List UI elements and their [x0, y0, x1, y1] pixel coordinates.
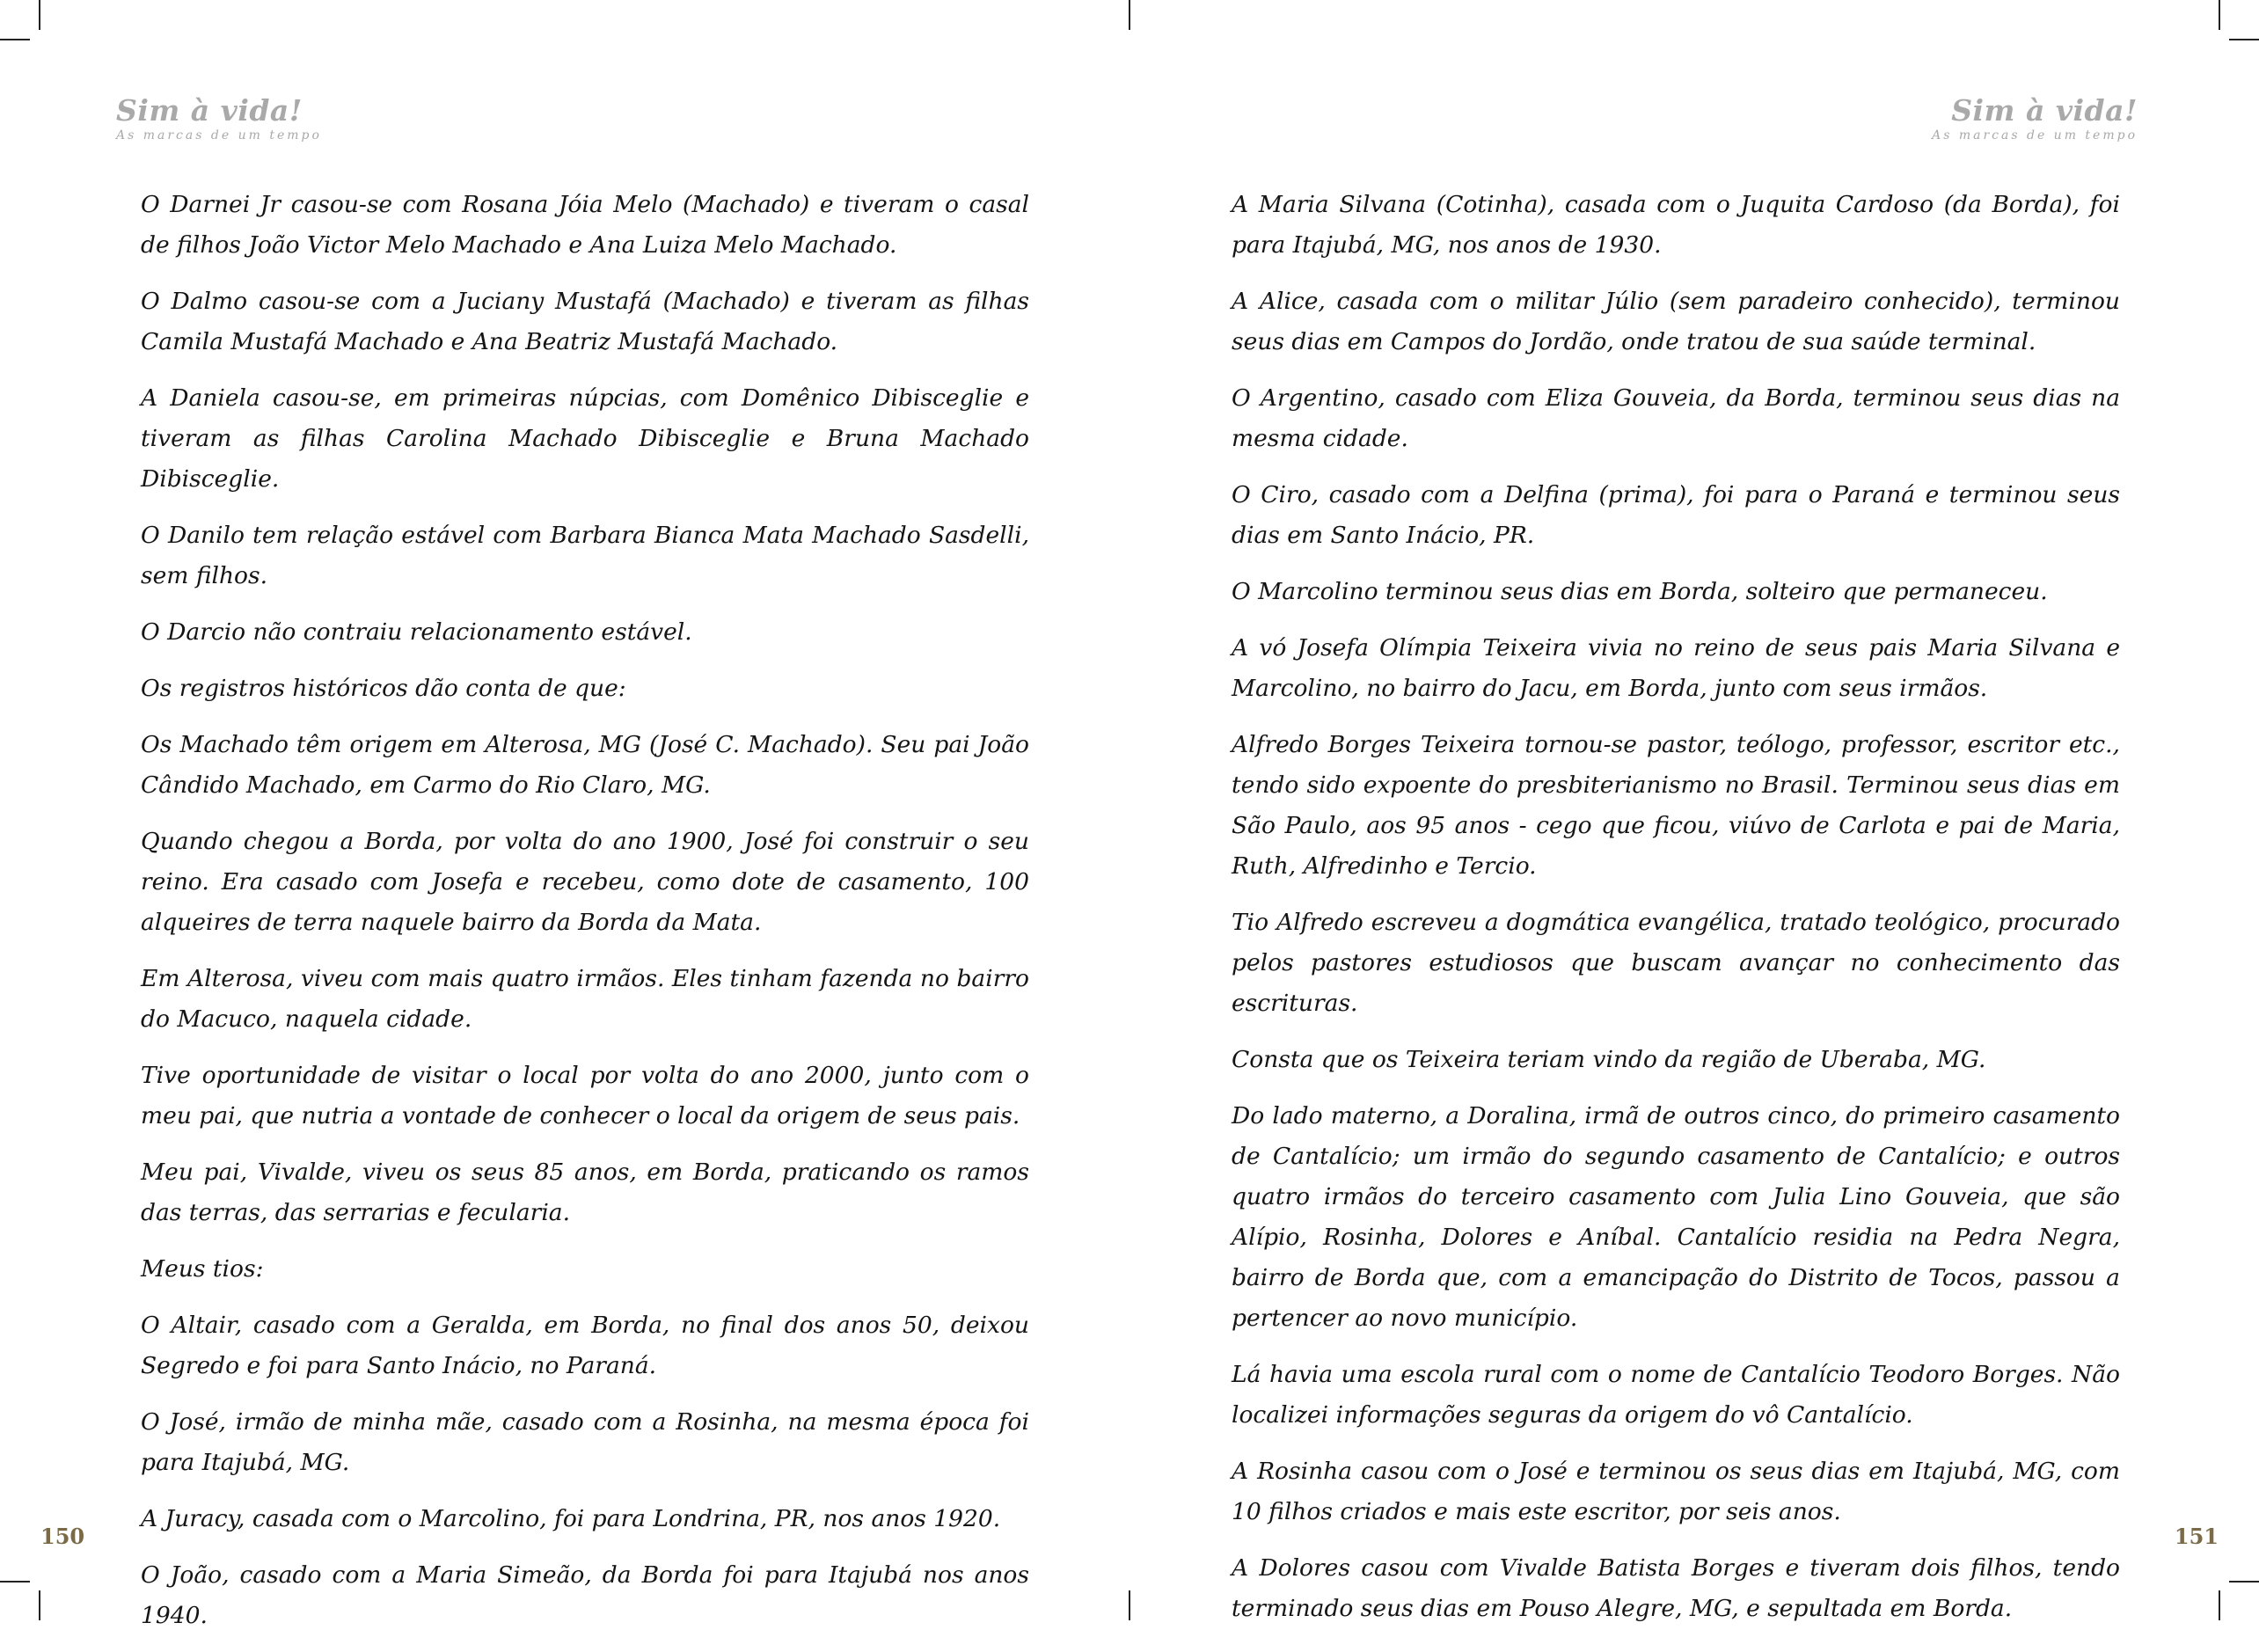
paragraph: Tio Alfredo escreveu a dogmática evangélica, tratado teológico, procurado pelos pastores estudiosos que buscam avançar no conhecimento das escrituras.: [1232, 909, 2120, 1017]
paragraph: A Daniela casou-se, em primeiras núpcias, com Domênico Dibisceglie e tiveram as filhas Carolina Machado Dibisceglie e Bruna Machado Dibisceglie.: [141, 384, 1029, 493]
running-head: [116, 95, 322, 143]
paragraph: Quando chegou a Borda, por volta do ano 1900, José foi construir o seu reino. Era casado com Josefa e recebeu, como dote de casamento, 100 alqueires de terra naquele bairro da Borda da Mata.: [141, 828, 1029, 936]
running-head: [1932, 95, 2138, 143]
paragraph: O Ciro, casado com a Delfina (prima), foi para o Paraná e terminou seus dias em Santo Inácio, PR.: [1232, 481, 2120, 549]
paragraph: O José, irmão de minha mãe, casado com a Rosinha, na mesma época foi para Itajubá, MG.: [141, 1408, 1029, 1476]
paragraph: Os Machado têm origem em Alterosa, MG (José C. Machado). Seu pai João Cândido Machado, em Carmo do Rio Claro, MG.: [141, 731, 1029, 799]
book-title: Sim à vida!: [1951, 93, 2138, 128]
paragraph: Tive oportunidade de visitar o local por volta do ano 2000, junto com o meu pai, que nutria a vontade de conhecer o local da origem de seus pais.: [141, 1062, 1029, 1129]
paragraph: O Altair, casado com a Geralda, em Borda, no final dos anos 50, deixou Segredo e foi para Santo Inácio, no Paraná.: [141, 1312, 1029, 1379]
paragraph: O Darnei Jr casou-se com Rosana Jóia Melo (Machado) e tiveram o casal de filhos João Victor Melo Machado e Ana Luiza Melo Machado.: [141, 191, 1029, 259]
paragraph: A Juracy, casada com o Marcolino, foi para Londrina, PR, nos anos 1920.: [141, 1505, 1001, 1532]
paragraph: O Marcolino terminou seus dias em Borda, solteiro que permaneceu.: [1232, 578, 2048, 605]
paragraph: Consta que os Teixeira teriam vindo da região de Uberaba, MG.: [1232, 1046, 1986, 1073]
right-page: [1130, 0, 2259, 1620]
paragraph: A vó Josefa Olímpia Teixeira vivia no reino de seus pais Maria Silvana e Marcolino, no bairro do Jacu, em Borda, junto com seus irmãos.: [1232, 634, 2120, 702]
left-page: [0, 0, 1130, 1629]
paragraph: Alfredo Borges Teixeira tornou-se pastor, teólogo, professor, escritor etc., tendo sido expoente do presbiterianismo no Brasil. Terminou seus dias em São Paulo, aos 95 anos - cego que ficou, viúvo de Carlota e pai de Maria, Ruth, Alfredinho e Tercio.: [1232, 731, 2120, 880]
paragraph: Em Alterosa, viveu com mais quatro irmãos. Eles tinham fazenda no bairro do Macuco, naquela cidade.: [141, 965, 1029, 1033]
page-body: [1232, 185, 2120, 1645]
paragraph: A Maria Silvana (Cotinha), casada com o Juquita Cardoso (da Borda), foi para Itajubá, MG, nos anos de 1930.: [1232, 191, 2120, 259]
paragraph: A Rosinha casou com o José e terminou os seus dias em Itajubá, MG, com 10 filhos criados e mais este escritor, por seis anos.: [1232, 1458, 2120, 1525]
book-subtitle: As marcas de um tempo: [116, 128, 322, 143]
paragraph: Os registros históricos dão conta de que:: [141, 675, 626, 702]
page-number: 151: [2174, 1524, 2219, 1549]
paragraph: O João, casado com a Maria Simeão, da Borda foi para Itajubá nos anos 1940.: [141, 1561, 1029, 1629]
paragraph: O Dalmo casou-se com a Juciany Mustafá (Machado) e tiveram as filhas Camila Mustafá Machado e Ana Beatriz Mustafá Machado.: [141, 288, 1029, 355]
paragraph: Meus tios:: [141, 1255, 264, 1283]
page-body: [141, 185, 1029, 1652]
page-number: 150: [40, 1524, 85, 1549]
paragraph: A Dolores casou com Vivalde Batista Borges e tiveram dois filhos, tendo terminado seus dias em Pouso Alegre, MG, e sepultada em Borda.: [1232, 1554, 2120, 1622]
paragraph: O Danilo tem relação estável com Barbara Bianca Mata Machado Sasdelli, sem filhos.: [141, 522, 1029, 589]
paragraph: O Argentino, casado com Eliza Gouveia, da Borda, terminou seus dias na mesma cidade.: [1232, 384, 2120, 452]
paragraph: Lá havia uma escola rural com o nome de Cantalício Teodoro Borges. Não localizei informações seguras da origem do vô Cantalício.: [1232, 1361, 2120, 1429]
book-title: Sim à vida!: [116, 93, 303, 128]
paragraph: A Alice, casada com o militar Júlio (sem paradeiro conhecido), terminou seus dias em Campos do Jordão, onde tratou de sua saúde terminal.: [1232, 288, 2120, 355]
paragraph: Do lado materno, a Doralina, irmã de outros cinco, do primeiro casamento de Cantalício; um irmão do segundo casamento de Cantalício; e outros quatro irmãos do terceiro casamento com Julia Lino Gouveia, que são Alípio, Rosinha, Dolores e Aníbal. Cantalício residia na Pedra Negra, bairro de Borda que, com a emancipação do Distrito de Tocos, passou a pertencer ao novo município.: [1232, 1102, 2120, 1332]
paragraph: Meu pai, Vivalde, viveu os seus 85 anos, em Borda, praticando os ramos das terras, das serrarias e fecularia.: [141, 1159, 1029, 1226]
paragraph: O Darcio não contraiu relacionamento estável.: [141, 618, 692, 646]
book-subtitle: As marcas de um tempo: [1932, 128, 2138, 143]
